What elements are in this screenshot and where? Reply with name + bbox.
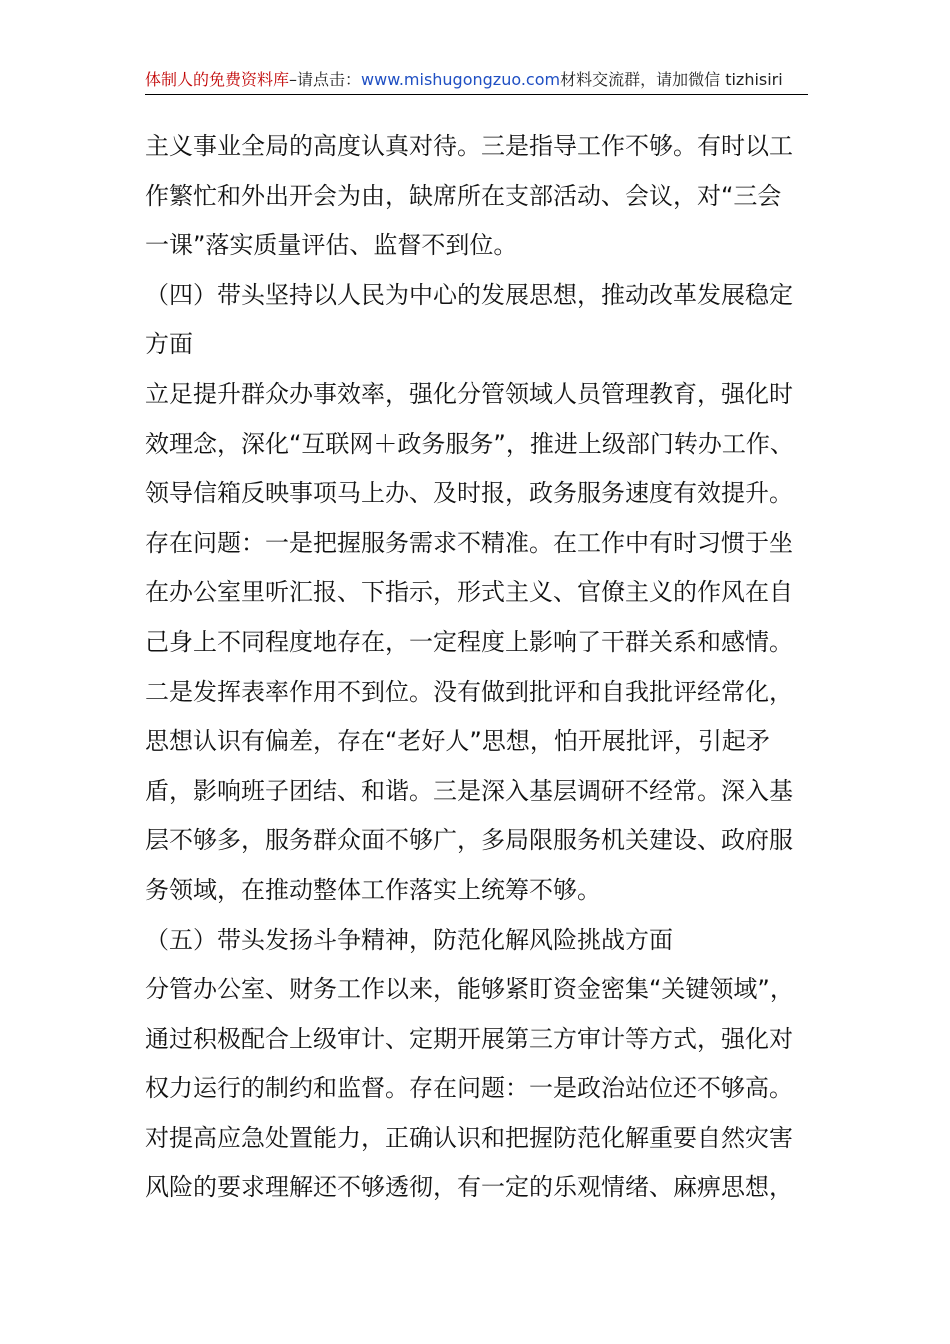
section-heading: 方面 bbox=[145, 330, 193, 359]
body-line: 一课”落实质量评估、监督不到位。 bbox=[145, 231, 518, 260]
body-line: 盾，影响班子团结、和谐。三是深入基层调研不经常。深入基 bbox=[145, 776, 793, 805]
header-contact: 材料交流群，请加微信 tizhisiri bbox=[560, 70, 783, 89]
body-line: 存在问题：一是把握服务需求不精准。在工作中有时习惯于坐 bbox=[145, 528, 793, 557]
body-line: 在办公室里听汇报、下指示，形式主义、官僚主义的作风在自 bbox=[145, 578, 793, 607]
body-line: 层不够多，服务群众面不够广，多局限服务机关建设、政府服 bbox=[145, 826, 793, 855]
body-line: 分管办公室、财务工作以来，能够紧盯资金密集“关键领域”， bbox=[145, 975, 794, 1004]
body-line: 效理念，深化“互联网＋政务服务”，推进上级部门转办工作、 bbox=[145, 429, 794, 458]
body-line: 风险的要求理解还不够透彻，有一定的乐观情绪、麻痹思想， bbox=[145, 1173, 793, 1202]
header-site-name: 体制人的免费资料库 bbox=[145, 70, 290, 89]
body-line: 权力运行的制约和监督。存在问题：一是政治站位还不够高。 bbox=[145, 1074, 793, 1103]
body-line: 主义事业全局的高度认真对待。三是指导工作不够。有时以工 bbox=[145, 132, 793, 160]
section-heading: （五）带头发扬斗争精神，防范化解风险挑战方面 bbox=[145, 925, 673, 954]
page-header bbox=[145, 66, 808, 95]
body-line: 立足提升群众办事效率，强化分管领域人员管理教育，强化时 bbox=[145, 379, 793, 408]
body-line: 思想认识有偏差，存在“老好人”思想，怕开展批评，引起矛 bbox=[145, 727, 770, 756]
header-url-link[interactable]: www.mishugongzuo.com bbox=[361, 70, 561, 89]
body-line: 对提高应急处置能力，正确认识和把握防范化解重要自然灾害 bbox=[145, 1123, 793, 1152]
body-line: 通过积极配合上级审计、定期开展第三方审计等方式，强化对 bbox=[145, 1024, 793, 1053]
body-line: 务领域，在推动整体工作落实上统筹不够。 bbox=[145, 875, 601, 904]
section-heading: （四）带头坚持以人民为中心的发展思想，推动改革发展稳定 bbox=[145, 280, 793, 309]
document-body bbox=[145, 122, 825, 1213]
body-line: 领导信箱反映事项马上办、及时报，政务服务速度有效提升。 bbox=[145, 479, 793, 508]
header-click-prompt: –请点击： bbox=[289, 70, 362, 89]
body-line: 二是发挥表率作用不到位。没有做到批评和自我批评经常化， bbox=[145, 677, 793, 706]
body-line: 作繁忙和外出开会为由，缺席所在支部活动、会议，对“三会 bbox=[145, 181, 782, 210]
body-line: 己身上不同程度地存在，一定程度上影响了干群关系和感情。 bbox=[145, 627, 793, 656]
